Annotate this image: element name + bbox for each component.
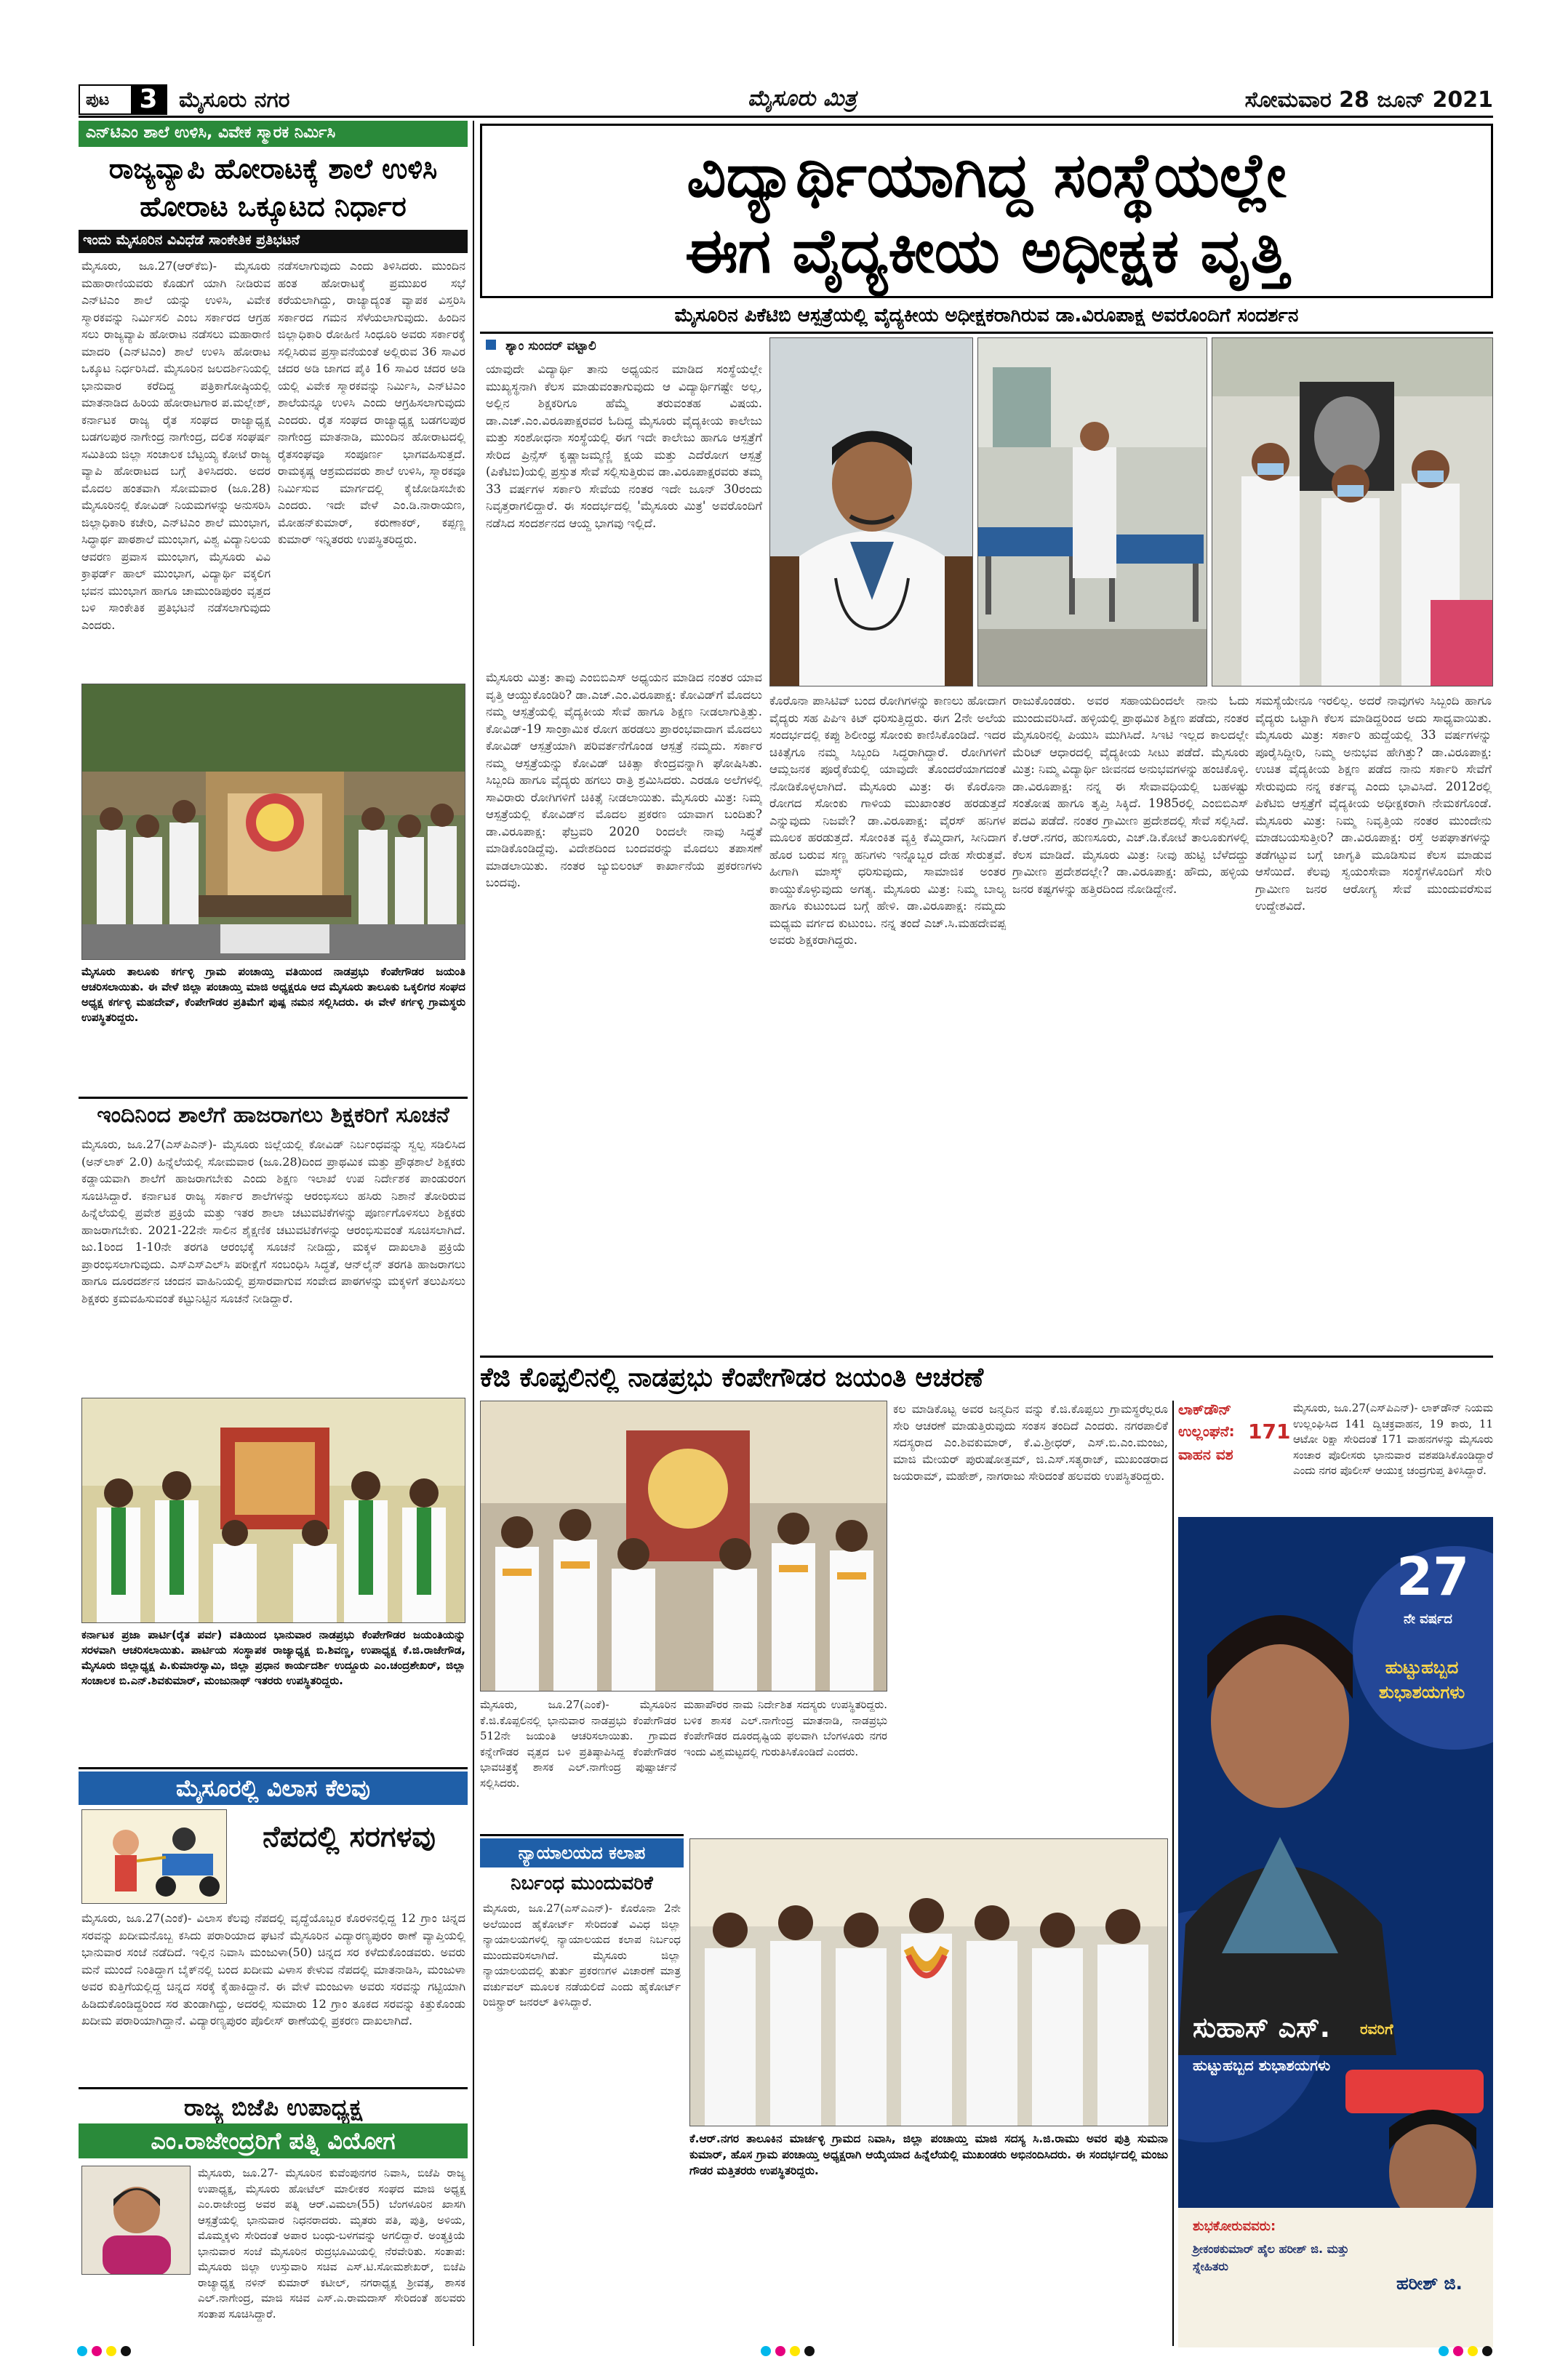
ad-wishers-title: ಶುಭಕೋರುವವರು: <box>1193 2219 1276 2234</box>
edition-date: ಸೋಮವಾರ 28 ಜೂನ್ 2021 <box>1244 87 1493 113</box>
lockdown-box <box>1178 1401 1493 1510</box>
byline-marker <box>486 340 496 350</box>
ward-illustration <box>978 338 1207 686</box>
ad-greeting2: ಹುಟ್ಟುಹಬ್ಬದ ಶುಭಾಶಯಗಳು <box>1193 2057 1331 2074</box>
kg-koppal-celebration-photo <box>480 1401 887 1692</box>
ad-age-suffix: ನೇ ವರ್ಷದ <box>1404 1612 1452 1627</box>
portrait-illustration <box>82 2166 191 2275</box>
bottom-story1-headline: ಕೆಜಿ ಕೊಪ್ಪಲಿನಲ್ಲಿ ನಾಡಪ್ರಭು ಕೆಂಪೇಗೌಡರ ಜಯಂತಿ ಆಚರಣೆ <box>480 1363 984 1393</box>
registration-dot-cyan <box>1439 2346 1449 2356</box>
group-illustration <box>82 1398 465 1623</box>
bottom-story1-col3: ಕಲ ಮಾಡಿಕೊಟ್ಟ ಅವರ ಜನ್ಮದಿನ ವನ್ನು ಕೆ.ಜಿ.ಕೊಪ್ಪಲು ಗ್ರಾಮಸ್ಥರೆಲ್ಲರೂ ಸೇರಿ ಆಚರಣೆ ಮಾಡುತ್ತಿರುವುದು ಸಂತಸ ತಂದಿದೆ ಎಂದರು. ನಗರಪಾಲಿಕೆ ಸದಸ್ಯರಾದ ಎಂ.ಶಿವಕುಮಾರ್, ಕೆ.ವಿ.ಶ್ರೀಧರ್, ಎಸ್.ಬಿ.ಎಂ.ಮಂಜು, ಮಾಜಿ ಮೇಯರ್ ಪುರುಷೋತ್ತಮ್, ಜಿ.ಎಸ್.ಸತ್ಯರಾಜ್, ಮುಖಂಡರಾದ ಜಯರಾಮ್, ಮಹೇಶ್, ನಾಗರಾಜು ಸೇರಿದಂತೆ ಹಲವರು ಉಪಸ್ಥಿತರಿದ್ದರು. <box>893 1402 1168 1483</box>
ad-greeting: ಹುಟ್ಟುಹಬ್ಬದ ಶುಭಾಶಯಗಳು <box>1378 1657 1465 1702</box>
divider <box>79 1767 468 1769</box>
paper-name: ಮೈಸೂರು ಮಿತ್ರ <box>748 86 857 111</box>
column-rule <box>473 121 474 2346</box>
ad-second-name: ಹರೀಶ್ ಜಿ. <box>1396 2273 1463 2294</box>
left-story1-col1: ಮೈಸೂರು, ಜೂ.27(ಆರ್‌ಕೆಬಿ)- ಮೈಸೂರು ಮಹಾರಾಣಿಯವರು ಕೊಡುಗೆ ಯಾಗಿ ನೀಡಿರುವ ಎನ್‌ಟಿಎಂ ಶಾಲೆ ಯನ್ನು ಉಳಿಸಿ, ವಿವೇಕ ಸ್ಮಾರಕವನ್ನು ನಿರ್ಮಿಸಲಿ ಎಂಬ ಸರ್ಕಾರದ ಆಗ್ರಹ ಸಲು ರಾಜ್ಯವ್ಯಾಪಿ ಹೋರಾಟ ನಡೆಸಲು ಮಹಾರಾಣಿ ಮಾದರಿ (ಎನ್‌ಟಿಎಂ) ಶಾಲೆ ಉಳಿಸಿ ಹೋರಾಟ ಒಕ್ಕೂಟ ನಿರ್ಧರಿಸಿದೆ. ಮೈಸೂರಿನ ಜಲದರ್ಶಿನಿಯಲ್ಲಿ ಭಾನುವಾರ ಕರೆದಿದ್ದ ಪತ್ರಿಕಾಗೋಷ್ಠಿಯಲ್ಲಿ ಮಾತನಾಡಿದ ಹಿರಿಯ ಹೋರಾಟಗಾರ ಪ.ಮಲ್ಲೇಶ್, ಕರ್ನಾಟಕ ರಾಜ್ಯ ರೈತ ಸಂಘದ ರಾಜ್ಯಾಧ್ಯಕ್ಷ ಬಡಗಲಪುರ ನಾಗೇಂದ್ರ ನಾಗೇಂದ್ರ, ದಲಿತ ಸಂಘರ್ಷ ಸಮಿತಿಯ ಜಿಲ್ಲಾ ಸಂಚಾಲಕ ಬೆಟ್ಟಯ್ಯ ಕೋಟೆ ರಾಜ್ಯ ವ್ಯಾಪಿ ಹೋರಾಟದ ಬಗ್ಗೆ ತಿಳಿಸಿದರು. ಅದರ ಮೊದಲ ಹಂತವಾಗಿ ಸೋಮವಾರ (ಜೂ.28) ಮೈಸೂರಿನಲ್ಲಿ ಕೋವಿಡ್ ನಿಯಮಗಳನ್ನು ಅನುಸರಿಸಿ ಜಿಲ್ಲಾಧಿಕಾರಿ ಕಚೇರಿ, ಎನ್‌ಟಿಎಂ ಶಾಲೆ ಮುಂಭಾಗ, ಸಿದ್ಧಾರ್ಥ ಪಾಠಶಾಲೆ ಮುಂಭಾಗ, ವಿಶ್ವ ವಿದ್ಯಾನಿಲಯ ಆವರಣ ಪ್ರವಾಸ ಮುಂಭಾಗ, ಮೈಸೂರು ವಿವಿ ಕ್ರಾಫರ್ಡ್ ಹಾಲ್ ಮುಂಭಾಗ, ವಿದ್ಯಾರ್ಥಿ ವಕ್ಕಲಿಗ ಭವನ ಮುಂಭಾಗ ಹಾಗೂ ಚಾಮುಂಡಿಪುರಂ ವೃತ್ತದ ಬಳಿ ಸಾಂಕೇತಿಕ ಪ್ರತಿಭಟನೆ ನಡೆಸಲಾಗುವುದು ಎಂದರು. <box>81 259 271 632</box>
lockdown-label1: ಲಾಕ್‌ಡೌನ್ <box>1178 1401 1232 1418</box>
registration-dot-magenta <box>1453 2346 1463 2356</box>
kempegowda-ceremony-photo <box>81 684 465 960</box>
party-group-photo <box>81 1398 465 1623</box>
left-story3-body: ಮೈಸೂರು, ಜೂ.27(ಎಂಕೆ)- ವಿಲಾಸ ಕೆಲವು ನೆಪದಲ್ಲಿ ವೃದ್ಧೆಯೊಬ್ಬರ ಕೊರಳಿನಲ್ಲಿದ್ದ 12 ಗ್ರಾಂ ಚಿನ್ನದ ಸರವನ್ನು ಖದೀಮನೊಬ್ಬ ಕಸಿದು ಪರಾರಿಯಾದ ಘಟನೆ ಮೈಸೂರಿನ ವಿದ್ಯಾರಣ್ಯಪುರಂ ಠಾಣೆ ವ್ಯಾಪ್ತಿಯಲ್ಲಿ ಭಾನುವಾರ ಸಂಜೆ ನಡೆದಿದೆ. ಇಲ್ಲಿನ ನಿವಾಸಿ ಮಂಜುಳಾ(50) ಚಿನ್ನದ ಸರ ಕಳೆದುಕೊಂಡವರು. ಅವರು ಮನೆ ಮುಂದೆ ನಿಂತಿದ್ದಾಗ ಬೈಕ್‌ನಲ್ಲಿ ಬಂದ ಖದೀಮ ವಿಳಾಸ ಕೇಳುವ ನೆಪದಲ್ಲಿ ಮಾತನಾಡಿಸಿ, ಮಂಜುಳಾ ಅವರ ಕುತ್ತಿಗೆಯಲ್ಲಿದ್ದ ಚಿನ್ನದ ಸರಕ್ಕೆ ಕೈಹಾಕಿದ್ದಾನೆ. ಈ ವೇಳೆ ಮಂಜುಳಾ ಅವರು ಸರವನ್ನು ಗಟ್ಟಿಯಾಗಿ ಹಿಡಿದುಕೊಂಡಿದ್ದರಿಂದ ಸರ ತುಂಡಾಗಿದ್ದು, ಅದರಲ್ಲಿ ಸುಮಾರು 12 ಗ್ರಾಂ ತೂಕದ ಸರವನ್ನು ಕಿತ್ತುಕೊಂಡು ಖದೀಮ ಪರಾರಿಯಾಗಿದ್ದಾನೆ. ವಿದ್ಯಾರಣ್ಯಪುರಂ ಪೊಲೀಸ್ ಠಾಣೆಯಲ್ಲಿ ಪ್ರಕರಣ ದಾಖಲಾಗಿದೆ. <box>81 1911 465 2027</box>
ad-name-suffix: ರವರಿಗೆ <box>1360 2020 1393 2038</box>
bottom-story1-col2: ಮಹಾಪೌರರ ನಾಮ ನಿರ್ದೇಶಿತ ಸದಸ್ಯರು ಉಪಸ್ಥಿತರಿದ್ದರು. ಬಳಿಕ ಶಾಸಕ ಎಲ್.ನಾಗೇಂದ್ರ ಮಾತನಾಡಿ, ನಾಡಪ್ರಭು ಕೆಂಪೇಗೌಡರ ದೂರದೃಷ್ಟಿಯ ಫಲವಾಗಿ ಬೆಂಗಳೂರು ನಗರ ಇಂದು ವಿಶ್ವಮಟ್ಟದಲ್ಲಿ ಗುರುತಿಸಿಕೊಂಡಿದೆ ಎಂದರು. <box>684 1698 887 1758</box>
registration-dot-yellow <box>1468 2346 1478 2356</box>
bottom-story1-col1: ಮೈಸೂರು, ಜೂ.27(ಎಂಕೆ)- ಮೈಸೂರಿನ ಕೆ.ಜಿ.ಕೊಪ್ಪಲಿನಲ್ಲಿ ಭಾನುವಾರ ನಾಡಪ್ರಭು ಕೆಂಪೇಗೌಡರ 512ನೇ ಜಯಂತಿ ಆಚರಿಸಲಾಯಿತು. ಗ್ರಾಮದ ಕನ್ನೇಗೌಡರ ವೃತ್ತದ ಬಳಿ ಪ್ರತಿಷ್ಠಾಪಿಸಿದ್ದ ಕೆಂಪೇಗೌಡರ ಭಾವಚಿತ್ರಕ್ಕೆ ಶಾಸಕ ಎಲ್.ನಾಗೇಂದ್ರ ಪುಷ್ಪಾರ್ಚನೆ ಸಲ್ಲಿಸಿದರು. <box>480 1698 676 1790</box>
doctor-illustration <box>770 338 973 686</box>
bottom-story1-photo-caption: ಕೆ.ಆರ್.ನಗರ ತಾಲೂಕಿನ ಮಾರ್ಚಳ್ಳಿ ಗ್ರಾಮದ ನಿವಾಸಿ, ಜಿಲ್ಲಾ ಪಂಚಾಯ್ತಿ ಮಾಜಿ ಸದಸ್ಯ ಸಿ.ಜಿ.ರಾಮು ಅವರ ಪುತ್ರಿ ಸುಮನಾ ಕುಮಾರ್, ಹೊಸ ಗ್ರಾಮ ಪಂಚಾಯ್ತಿ ಅಧ್ಯಕ್ಷರಾಗಿ ಆಯ್ಕೆಯಾದ ಹಿನ್ನೆಲೆಯಲ್ಲಿ ಮುಖಂಡರು ಅಭಿನಂದಿಸಿದರು. ಈ ಸಂದರ್ಭದಲ್ಲಿ ಮಂಜು ಗೌಡರ ಮತ್ತಿತರರು ಉಪಸ್ಥಿತರಿದ್ದರು. <box>689 2132 1168 2177</box>
left-story1-subhead: ಇಂದು ಮೈಸೂರಿನ ವಿವಿಧೆಡೆ ಸಾಂಕೇತಿಕ ಪ್ರತಿಭಟನೆ <box>79 230 468 253</box>
registration-dot-black <box>1482 2346 1492 2356</box>
byline: ಶ್ಯಾಂ ಸುಂದರ್ ವಟ್ಟಾಲಿ <box>486 339 762 358</box>
left-story3-headline1: ಮೈಸೂರಲ್ಲಿ ವಿಲಾಸ ಕೆಲವು <box>79 1772 468 1805</box>
main-col4: ರಾಜುಕೊಂಡರು. ಅವರ ಸಹಾಯದಿಂದಲೇ ನಾನು ಓದು ಮುಂದುವರಿಸಿದೆ. ಹಳ್ಳಿಯಲ್ಲಿ ಪ್ರಾಥಮಿಕ ಶಿಕ್ಷಣ ಪಡೆದು, ನಂತರ ಮೈಸೂರಿನಲ್ಲಿ ಪಿಯುಸಿ ಮುಗಿಸಿದೆ. ಸಿಇಟಿ ಇಲ್ಲದ ಕಾಲದಲ್ಲೇ ಮೆರಿಟ್ ಆಧಾರದಲ್ಲಿ ವೈದ್ಯಕೀಯ ಸೀಟು ಪಡೆದೆ. ಮೈಸೂರು ಮಿತ್ರ: ನಿಮ್ಮ ವಿದ್ಯಾರ್ಥಿ ಜೀವನದ ಅನುಭವಗಳನ್ನು ಹಂಚಿಕೊಳ್ಳಿ. ಡಾ.ವಿರೂಪಾಕ್ಷ: ನನ್ನ ಈ ಸೇವಾವಧಿಯಲ್ಲಿ ಬಹಳಷ್ಟು ಸಂತೋಷ ಹಾಗೂ ತೃಪ್ತಿ ಸಿಕ್ಕಿದೆ. 1985ರಲ್ಲಿ ಎಂಬಿಬಿಎಸ್ ಪದವಿ ಪಡೆದೆ. ನಂತರ ಗ್ರಾಮೀಣ ಪ್ರದೇಶದಲ್ಲಿ ಸೇವೆ ಸಲ್ಲಿಸಿದೆ. ಕೆ.ಆರ್.ನಗರ, ಹುಣಸೂರು, ಎಚ್.ಡಿ.ಕೋಟೆ ತಾಲೂಕುಗಳಲ್ಲಿ ಕೆಲಸ ಮಾಡಿದೆ. ಮೈಸೂರು ಮಿತ್ರ: ನೀವು ಹುಟ್ಟಿ ಬೆಳೆದದ್ದು ಗ್ರಾಮೀಣ ಪ್ರದೇಶದಲ್ಲೇ? ಡಾ.ವಿರೂಪಾಕ್ಷ: ಹೌದು, ಹಳ್ಳಿಯ ಜನರ ಕಷ್ಟಗಳನ್ನು ಹತ್ತಿರದಿಂದ ನೋಡಿದ್ದೇನೆ. <box>1012 694 1249 896</box>
page-label: ಪುಟ <box>86 91 110 109</box>
bottom-story2-headline2: ನಿರ್ಬಂಧ ಮುಂದುವರಿಕೆ <box>511 1873 653 1894</box>
left-story2-headline: ಇಂದಿನಿಂದ ಶಾಲೆಗೆ ಹಾಜರಾಗಲು ಶಿಕ್ಷಕರಿಗೆ ಸೂಚನೆ <box>97 1102 449 1128</box>
left-story1-headline: ರಾಜ್ಯವ್ಯಾಪಿ ಹೋರಾಟಕ್ಕೆ ಶಾಲೆ ಉಳಿಸಿ ಹೋರಾಟ ಒಕ್ಕೂಟದ ನಿರ್ಧಾರ <box>108 153 438 223</box>
main-col5: ಸಮಸ್ಯೆಯೇನೂ ಇರಲಿಲ್ಲ. ಅದರೆ ನಾವುಗಳು ಸಿಬ್ಬಂದಿ ಹಾಗೂ ವೈದ್ಯರು ಒಟ್ಟಾಗಿ ಕೆಲಸ ಮಾಡಿದ್ದರಿಂದ ಅದು ಸಾಧ್ಯವಾಯಿತು. ಮೈಸೂರು ಮಿತ್ರ: ಸರ್ಕಾರಿ ಹುದ್ದೆಯಲ್ಲಿ 33 ವರ್ಷಗಳನ್ನು ಪೂರೈಸಿದ್ದೀರಿ, ನಿಮ್ಮ ಅನುಭವ ಹೇಗಿತ್ತು? ಡಾ.ವಿರೂಪಾಕ್ಷ: ಉಚಿತ ವೈದ್ಯಕೀಯ ಶಿಕ್ಷಣ ಪಡೆದ ನಾನು ಸರ್ಕಾರಿ ಸೇವೆಗೆ ಸೇರುವುದು ನನ್ನ ಕರ್ತವ್ಯ ಎಂದು ಭಾವಿಸಿದೆ. 2012ರಲ್ಲಿ ಪಿಕೆಟಿಬಿ ಆಸ್ಪತ್ರೆಗೆ ವೈದ್ಯಕೀಯ ಅಧೀಕ್ಷಕರಾಗಿ ನೇಮಕಗೊಂಡೆ. ಮೈಸೂರು ಮಿತ್ರ: ನಿಮ್ಮ ನಿವೃತ್ತಿಯ ನಂತರ ಮುಂದೇನು ಮಾಡಬಯಸುತ್ತೀರಿ? ಡಾ.ವಿರೂಪಾಕ್ಷ: ರಸ್ತೆ ಅಪಘಾತಗಳನ್ನು ತಡೆಗಟ್ಟುವ ಬಗ್ಗೆ ಜಾಗೃತಿ ಮೂಡಿಸುವ ಕೆಲಸ ಮಾಡುವ ಆಸೆಯಿದೆ. ಕೆಲವು ಸ್ವಯಂಸೇವಾ ಸಂಸ್ಥೆಗಳೊಂದಿಗೆ ಸೇರಿ ಗ್ರಾಮೀಣ ಜನರ ಆರೋಗ್ಯ ಸೇವೆ ಮುಂದುವರೆಸುವ ಉದ್ದೇಶವಿದೆ. <box>1255 694 1492 913</box>
registration-dot-cyan <box>77 2346 87 2356</box>
main-deck: ಮೈಸೂರಿನ ಪಿಕೆಟಿಬಿ ಆಸ್ಪತ್ರೆಯಲ್ಲಿ ವೈದ್ಯಕೀಯ ಅಧೀಕ್ಷಕರಾಗಿರುವ ಡಾ.ವಿರೂಪಾಕ್ಷ ಅವರೊಂದಿಗೆ ಸಂದರ್ಶನ <box>674 305 1299 327</box>
left-story2-body: ಮೈಸೂರು, ಜೂ.27(ಎಸ್‌ಪಿಎನ್)- ಮೈಸೂರು ಜಿಲ್ಲೆಯಲ್ಲಿ ಕೋವಿಡ್ ನಿರ್ಬಂಧವನ್ನು ಸ್ವಲ್ಪ ಸಡಿಲಿಸಿದ (ಅನ್‌ಲಾಕ್ 2.0) ಹಿನ್ನೆಲೆಯಲ್ಲಿ ಸೋಮವಾರ (ಜೂ.28)ದಿಂದ ಪ್ರಾಥಮಿಕ ಮತ್ತು ಪ್ರೌಢಶಾಲೆ ಶಿಕ್ಷಕರು ಕಡ್ಡಾಯವಾಗಿ ಶಾಲೆಗೆ ಹಾಜರಾಗಬೇಕು ಎಂದು ಶಿಕ್ಷಣ ಇಲಾಖೆ ಉಪ ನಿರ್ದೇಶಕ ಪಾಂಡುರಂಗ ಸೂಚಿಸಿದ್ದಾರೆ. ಕರ್ನಾಟಕ ರಾಜ್ಯ ಸರ್ಕಾರ ಶಾಲೆಗಳನ್ನು ಆರಂಭಿಸಲು ಹಸಿರು ನಿಶಾನೆ ತೋರಿರುವ ಹಿನ್ನೆಲೆಯಲ್ಲಿ ಪ್ರವೇಶ ಪ್ರಕ್ರಿಯೆ ಮತ್ತು ಇತರ ಶಾಲಾ ಚಟುವಟಿಕೆಗಳನ್ನು ಪೂರ್ಣಗೊಳಿಸಲು ಶಿಕ್ಷಕರು ಹಾಜರಾಗಬೇಕು. 2021-22ನೇ ಸಾಲಿನ ಶೈಕ್ಷಣಿಕ ಚಟುವಟಿಕೆಗಳನ್ನು ಆರಂಭಿಸುವಂತೆ ಸೂಚಿಸಲಾಗಿದೆ. ಜು.1ರಿಂದ 1-10ನೇ ತರಗತಿ ಆರಂಭಕ್ಕೆ ಸೂಚನೆ ನೀಡಿದ್ದು, ಮಕ್ಕಳ ದಾಖಲಾತಿ ಪ್ರಕ್ರಿಯೆ ಪ್ರಾರಂಭಿಸಲಾಗುವುದು. ಎಸ್‌ಎಸ್‌ಎಲ್‌ಸಿ ಪರೀಕ್ಷೆಗೆ ಸಂಬಂಧಿಸಿ ಸಿದ್ಧತೆ, ಆನ್‌ಲೈನ್ ತರಗತಿ ಹಾಜರಾಗಲು ಹಾಗೂ ದೂರದರ್ಶನ ಚಂದನ ವಾಹಿನಿಯಲ್ಲಿ ಪ್ರಸಾರವಾಗುವ ಸಂವೇದ ಪಾಠಗಳನ್ನು ಮಕ್ಕಳಿಗೆ ತಲುಪಿಸಲು ಶಿಕ್ಷಕರು ಕ್ರಮವಹಿಸುವಂತೆ ಕಟ್ಟುನಿಟ್ಟಿನ ಸೂಚನೆ ನೀಡಿದ್ದಾರೆ. <box>81 1137 465 1305</box>
doctor-portrait <box>769 337 973 686</box>
obituary-portrait <box>81 2166 191 2275</box>
left-story1-photo-caption: ಮೈಸೂರು ತಾಲೂಕು ಕರ್ಗಳ್ಳಿ ಗ್ರಾಮ ಪಂಚಾಯ್ತಿ ವತಿಯಿಂದ ನಾಡಪ್ರಭು ಕೆಂಪೇಗೌಡರ ಜಯಂತಿ ಆಚರಿಸಲಾಯಿತು. ಈ ವೇಳೆ ಜಿಲ್ಲಾ ಪಂಚಾಯ್ತಿ ಮಾಜಿ ಅಧ್ಯಕ್ಷರೂ ಆದ ಮೈಸೂರು ತಾಲೂಕು ಒಕ್ಕಲಿಗರ ಸಂಘದ ಅಧ್ಯಕ್ಷ ಕರ್ಗಳ್ಳಿ ಮಹದೇವ್, ಕೆಂಪೇಗೌಡರ ಪ್ರತಿಮೆಗೆ ಪುಷ್ಪ ನಮನ ಸಲ್ಲಿಸಿದರು. ಈ ವೇಳೆ ಕರ್ಗಳ್ಳಿ ಗ್ರಾಮಸ್ಥರು ಉಪಸ್ಥಿತರಿದ್ದರು. <box>81 965 465 1024</box>
registration-dot-magenta <box>92 2346 102 2356</box>
registration-dot-black <box>804 2346 815 2356</box>
ad-wishers: ಶ್ರೀಕಂಠಕುಮಾರ್ ಹೈಲ ಹರೀಶ್ ಜಿ. ಮತ್ತು ಸ್ನೇಹಿತರು <box>1193 2242 1349 2273</box>
divider <box>79 1097 468 1099</box>
lockdown-body: ಮೈಸೂರು, ಜೂ.27(ಎಸ್‌ಪಿಎನ್)- ಲಾಕ್‌ಡೌನ್ ನಿಯಮ ಉಲ್ಲಂಘಿಸಿದ 141 ದ್ವಿಚಕ್ರವಾಹನ, 19 ಕಾರು, 11 ಆಟೋ ರಿಕ್ಷಾ ಸೇರಿದಂತೆ 171 ವಾಹನಗಳನ್ನು ಮೈಸೂರು ಸಂಚಾರ ಪೊಲೀಸರು ಭಾನುವಾರ ವಶಪಡಿಸಿಕೊಂಡಿದ್ದಾರೆ ಎಂದು ನಗರ ಪೊಲೀಸ್ ಆಯುಕ್ತ ಚಂದ್ರಗುಪ್ತ ತಿಳಿಸಿದ್ದಾರೆ. <box>1293 1401 1493 1477</box>
hospital-ward-photo <box>977 337 1207 686</box>
xray-illustration <box>1212 338 1493 686</box>
divider <box>480 1834 684 1836</box>
left-story4-headline2: ಎಂ.ರಾಜೇಂದ್ರರಿಗೆ ಪತ್ನಿ ವಿಯೋಗ <box>79 2123 468 2158</box>
cartoon-illustration <box>82 1810 227 1904</box>
main-col2: ಮೈಸೂರು ಮಿತ್ರ: ತಾವು ಎಂಬಿಬಿಎಸ್ ಅಧ್ಯಯನ ಮಾಡಿದ ನಂತರ ಯಾವ ವೃತ್ತಿ ಆಯ್ದುಕೊಂಡಿರಿ? ಡಾ.ಎಚ್.ಎಂ.ವಿರೂಪಾಕ್ಷ: ಕೋವಿಡ್‌ಗೆ ಮೊದಲು ನಮ್ಮ ಆಸ್ಪತ್ರೆಯಲ್ಲಿ ವೈದ್ಯಕೀಯ ಸೇವೆ ಹಾಗೂ ಶಿಕ್ಷಣ ನೀಡಲಾಗುತ್ತಿತ್ತು. ಕೋವಿಡ್-19 ಸಾಂಕ್ರಾಮಿಕ ರೋಗ ಹರಡಲು ಪ್ರಾರಂಭವಾದಾಗ ಮೊದಲು ಕೋವಿಡ್ ಆಸ್ಪತ್ರೆಯಾಗಿ ಪರಿವರ್ತನೆಗೊಂಡ ಆಸ್ಪತ್ರೆ ನಮ್ಮದು. ಸರ್ಕಾರ ನಮ್ಮ ಆಸ್ಪತ್ರೆಯನ್ನು ಕೋವಿಡ್ ಚಿಕಿತ್ಸಾ ಕೇಂದ್ರವನ್ನಾಗಿ ಘೋಷಿಸಿತು. ಸಿಬ್ಬಂದಿ ಹಾಗೂ ವೈದ್ಯರು ಹಗಲು ರಾತ್ರಿ ಶ್ರಮಿಸಿದರು. ಎರಡೂ ಅಲೆಗಳಲ್ಲಿ ಸಾವಿರಾರು ರೋಗಿಗಳಿಗೆ ಚಿಕಿತ್ಸೆ ನೀಡಲಾಯಿತು. ಮೈಸೂರು ಮಿತ್ರ: ನಿಮ್ಮ ಆಸ್ಪತ್ರೆಯಲ್ಲಿ ಕೋವಿಡ್‌ನ ಮೊದಲ ಪ್ರಕರಣ ಯಾವಾಗ ಬಂದಿತು? ಡಾ.ವಿರೂಪಾಕ್ಷ: ಫೆಬ್ರವರಿ 2020 ರಿಂದಲೇ ನಾವು ಸಿದ್ಧತೆ ಮಾಡಿಕೊಂಡಿದ್ದೆವು. ವಿದೇಶದಿಂದ ಬಂದವರನ್ನು ಮೊದಲು ತಪಾಸಣೆ ಮಾಡಲಾಯಿತು. ನಂತರ ಜ್ಯುಬಿಲಂಟ್ ಕಾರ್ಖಾನೆಯ ಪ್ರಕರಣಗಳು ಬಂದವು. <box>486 670 762 889</box>
main-headline-box <box>480 124 1493 298</box>
masthead <box>79 84 1493 118</box>
main-headline-line2: ಈಗ ವೈದ್ಯಕೀಯ ಅಧೀಕ್ಷಕ ವೃತ್ತಿ <box>684 215 1289 287</box>
registration-dot-yellow <box>790 2346 800 2356</box>
left-story4-headline1: ರಾಜ್ಯ ಬಿಜೆಪಿ ಉಪಾಧ್ಯಕ್ಷ <box>183 2094 363 2121</box>
page-number: 3 <box>131 84 166 115</box>
lockdown-label3: ವಾಹನ ವಶ <box>1178 1446 1233 1463</box>
divider <box>480 1356 1493 1358</box>
left-story3-headline2: ನೆಪದಲ್ಲಿ ಸರಗಳವು <box>263 1820 436 1854</box>
registration-dot-black <box>121 2346 131 2356</box>
celebration-illustration <box>481 1401 887 1692</box>
registration-dot-magenta <box>775 2346 785 2356</box>
ceremony-illustration <box>82 684 465 960</box>
bottom-story2-headline1: ನ್ಯಾಯಾಲಯದ ಕಲಾಪ <box>480 1838 684 1867</box>
main-intro: ಯಾವುದೇ ವಿದ್ಯಾರ್ಥಿ ತಾನು ಅಧ್ಯಯನ ಮಾಡಿದ ಸಂಸ್ಥೆಯಲ್ಲೇ ಮುಖ್ಯಸ್ಥನಾಗಿ ಕೆಲಸ ಮಾಡುವಂತಾಗುವುದು ಆ ವಿದ್ಯಾರ್ಥಿಗಷ್ಟೇ ಅಲ್ಲ, ಅಲ್ಲಿನ ಶಿಕ್ಷಕರಿಗೂ ಹೆಮ್ಮೆ ತರುವಂತಹ ವಿಷಯ. ಡಾ.ಎಚ್.ಎಂ.ವಿರೂಪಾಕ್ಷರವರ ಓದಿದ್ದ ಮೈಸೂರು ವೈದ್ಯಕೀಯ ಕಾಲೇಜು ಮತ್ತು ಸಂಶೋಧನಾ ಸಂಸ್ಥೆಯಲ್ಲಿ ಈಗ ಇದೇ ಕಾಲೇಜು ಹಾಗೂ ಆಸ್ಪತ್ರೆಗೆ ಸೇರಿದ ಪ್ರಿನ್ಸೆಸ್ ಕೃಷ್ಣಾಜಮ್ಮಣ್ಣಿ ಕ್ಷಯ ಮತ್ತು ಎದೆರೋಗ ಆಸ್ಪತ್ರೆ (ಪಿಕೆಟಿಬಿ)ಯಲ್ಲಿ ಪ್ರಸ್ತುತ ಸೇವೆ ಸಲ್ಲಿಸುತ್ತಿರುವ ಡಾ.ವಿರೂಪಾಕ್ಷರವರು ತಮ್ಮ 33 ವರ್ಷಗಳ ಸರ್ಕಾರಿ ಸೇವೆಯ ನಂತರ ಇದೇ ಜೂನ್ 30ರಂದು ನಿವೃತ್ತರಾಗಲಿದ್ದಾರೆ. ಈ ಸಂದರ್ಭದಲ್ಲಿ 'ಮೈಸೂರು ಮಿತ್ರ' ಅವರೊಂದಿಗೆ ನಡೆಸಿದ ಸಂದರ್ಶನದ ಆಯ್ದ ಭಾಗವು ಇಲ್ಲಿದೆ. <box>486 362 762 530</box>
left-story1-col2: ನಡೆಸಲಾಗುವುದು ಎಂದು ತಿಳಿಸಿದರು. ಮುಂದಿನ ಹಂತ ಹೋರಾಟಕ್ಕೆ ಪ್ರಮುಖರ ಸಭೆ ಕರೆಯಲಾಗಿದ್ದು, ರಾಜ್ಯಾದ್ಯಂತ ವ್ಯಾಪಕ ವಿಸ್ತರಿಸಿ ಸರ್ಕಾರದ ಗಮನ ಸೆಳೆಯಲಾಗುವುದು. ಹಿಂದಿನ ಜಿಲ್ಲಾಧಿಕಾರಿ ರೋಹಿಣಿ ಸಿಂಧೂರಿ ಅವರು ಸರ್ಕಾರಕ್ಕೆ ಸಲ್ಲಿಸಿರುವ ಪ್ರಸ್ತಾವನೆಯಂತೆ ಅಲ್ಲಿರುವ 36 ಸಾವಿರ ಚದರ ಅಡಿ ಜಾಗದ ಪೈಕಿ 16 ಸಾವಿರ ಚದರ ಅಡಿ ಯಲ್ಲಿ ವಿವೇಕ ಸ್ಮಾರಕವನ್ನು ನಿರ್ಮಿಸಿ, ಎನ್‌ಟಿಎಂ ಶಾಲೆಯನ್ನೂ ಉಳಿಸಿ ಎಂದು ಆಗ್ರಹಿಸಲಾಗುವುದು ಎಂದರು. ರೈತ ಸಂಘದ ರಾಜ್ಯಾಧ್ಯಕ್ಷ ಬಡಗಲಪುರ ನಾಗೇಂದ್ರ ಮಾತನಾಡಿ, ಮುಂದಿನ ಹೋರಾಟದಲ್ಲಿ ರೈತಸಂಘವೂ ಸಂಪೂರ್ಣ ಭಾಗವಹಿಸುತ್ತದೆ. ರಾಮಕೃಷ್ಣ ಆಶ್ರಮದವರು ಶಾಲೆ ಉಳಿಸಿ, ಸ್ಮಾರಕವೂ ನಿರ್ಮಿಸುವ ಮಾರ್ಗದಲ್ಲಿ ಕೈಜೋಡಿಸಬೇಕು ಎಂದರು. ಇದೇ ವೇಳೆ ಎಂ.ಡಿ.ನಾರಾಯಣ, ಮೋಹನ್‌ಕುಮಾರ್, ಕರುಣಾಕರ್, ಕಪ್ಪಣ್ಣ ಕುಮಾರ್ ಇನ್ನಿತರರು ಉಪಸ್ಥಿತರಿದ್ದರು. <box>278 259 465 546</box>
lockdown-count: 171 <box>1248 1420 1291 1444</box>
registration-dot-cyan <box>761 2346 771 2356</box>
divider <box>480 332 1493 334</box>
left-story2-photo-caption: ಕರ್ನಾಟಕ ಪ್ರಜಾ ಪಾರ್ಟಿ(ರೈತ ಪರ್ವ) ವತಿಯಿಂದ ಭಾನುವಾರ ನಾಡಪ್ರಭು ಕೆಂಪೇಗೌಡರ ಜಯಂತಿಯನ್ನು ಸರಳವಾಗಿ ಆಚರಿಸಲಾಯಿತು. ಪಾರ್ಟಿಯ ಸಂಸ್ಥಾಪಕ ರಾಜ್ಯಾಧ್ಯಕ್ಷ ಬಿ.ಶಿವಣ್ಣ, ಉಪಾಧ್ಯಕ್ಷ ಕೆ.ಜಿ.ರಾಜೇಗೌಡ, ಮೈಸೂರು ಜಿಲ್ಲಾಧ್ಯಕ್ಷ ಪಿ.ಕುಮಾರಸ್ವಾಮಿ, ಜಿಲ್ಲಾ ಪ್ರಧಾನ ಕಾರ್ಯದರ್ಶಿ ಉದ್ದೂರು ಎಂ.ಚಂದ್ರಶೇಖರ್, ಜಿಲ್ಲಾ ಸಂಚಾಲಕ ಬಿ.ಎನ್.ಶಿವಕುಮಾರ್, ಮಂಜುನಾಥ್ ಇತರರು ಉಪಸ್ಥಿತರಿದ್ದರು. <box>81 1628 465 1687</box>
ad-name: ಸುಹಾಸ್ ಎಸ್. <box>1193 2011 1331 2043</box>
doctors-xray-photo <box>1212 337 1493 686</box>
ad-age: 27 <box>1396 1546 1470 1607</box>
main-col3: ಕೊರೊನಾ ಪಾಸಿಟಿವ್ ಬಂದ ರೋಗಿಗಳನ್ನು ಕಾಣಲು ಹೋದಾಗ ವೈದ್ಯರು ಸಹ ಪಿಪಿಇ ಕಿಟ್ ಧರಿಸುತ್ತಿದ್ದರು. ಈಗ 2ನೇ ಅಲೆಯ ಸಂದರ್ಭದಲ್ಲಿ ಕಪ್ಪು ಶಿಲೀಂಧ್ರ ಸೋಂಕು ಕಾಣಿಸಿಕೊಂಡಿದೆ. ಇದರ ಚಿಕಿತ್ಸೆಗೂ ನಮ್ಮ ಸಿಬ್ಬಂದಿ ಸಿದ್ಧರಾಗಿದ್ದಾರೆ. ರೋಗಿಗಳಿಗೆ ಆಮ್ಲಜನಕ ಪೂರೈಕೆಯಲ್ಲಿ ಯಾವುದೇ ತೊಂದರೆಯಾಗದಂತೆ ನೋಡಿಕೊಳ್ಳಲಾಗಿದೆ. ಮೈಸೂರು ಮಿತ್ರ: ಈ ಕೊರೊನಾ ರೋಗದ ಸೋಂಕು ಗಾಳಿಯ ಮುಖಾಂತರ ಹರಡುತ್ತದೆ ಎನ್ನುವುದು ನಿಜವೇ? ಡಾ.ವಿರೂಪಾಕ್ಷ: ವೈರಸ್ ಹನಿಗಳ ಮೂಲಕ ಹರಡುತ್ತದೆ. ಸೋಂಕಿತ ವ್ಯಕ್ತಿ ಕೆಮ್ಮಿದಾಗ, ಸೀನಿದಾಗ ಹೊರ ಬರುವ ಸಣ್ಣ ಹನಿಗಳು ಇನ್ನೊಬ್ಬರ ದೇಹ ಸೇರುತ್ತವೆ. ಹೀಗಾಗಿ ಮಾಸ್ಕ್ ಧರಿಸುವುದು, ಸಾಮಾಜಿಕ ಅಂತರ ಕಾಯ್ದುಕೊಳ್ಳುವುದು ಅಗತ್ಯ. ಮೈಸೂರು ಮಿತ್ರ: ನಿಮ್ಮ ಬಾಲ್ಯ ಹಾಗೂ ಕುಟುಂಬದ ಬಗ್ಗೆ ಹೇಳಿ. ಡಾ.ವಿರೂಪಾಕ್ಷ: ನಮ್ಮದು ಮಧ್ಯಮ ವರ್ಗದ ಕುಟುಂಬ. ನನ್ನ ತಂದೆ ಎಚ್.ಸಿ.ಮಹದೇವಪ್ಪ ಅವರು ಶಿಕ್ಷಕರಾಗಿದ್ದರು. <box>769 694 1006 947</box>
page-label-box <box>79 84 167 115</box>
section-name: ಮೈಸೂರು ನಗರ <box>179 87 290 113</box>
chain-snatch-cartoon <box>81 1809 227 1904</box>
felicitation-illustration <box>690 1839 1168 2126</box>
birthday-ad <box>1178 1517 1493 2347</box>
divider <box>79 2087 468 2089</box>
left-story1-kicker: ಎನ್‌ಟಿಎಂ ಶಾಲೆ ಉಳಿಸಿ, ವಿವೇಕ ಸ್ಮಾರಕ ನಿರ್ಮಿಸಿ <box>79 121 468 147</box>
main-headline-line1: ವಿದ್ಯಾರ್ಥಿಯಾಗಿದ್ದ ಸಂಸ್ಥೆಯಲ್ಲೇ <box>687 140 1287 211</box>
bottom-story2-body: ಮೈಸೂರು, ಜೂ.27(ಎಸ್‌ಎಎನ್)- ಕೊರೊನಾ 2ನೇ ಅಲೆಯಿಂದ ಹೈಕೋರ್ಟ್ ಸೇರಿದಂತೆ ವಿವಿಧ ಜಿಲ್ಲಾ ನ್ಯಾಯಾಲಯಗಳಲ್ಲಿ ನ್ಯಾಯಾಲಯದ ಕಲಾಪ ನಿರ್ಬಂಧ ಮುಂದುವರಿಸಲಾಗಿದೆ. ಮೈಸೂರು ಜಿಲ್ಲಾ ನ್ಯಾಯಾಲಯದಲ್ಲಿ ತುರ್ತು ಪ್ರಕರಣಗಳ ವಿಚಾರಣೆ ಮಾತ್ರ ವರ್ಚುವಲ್ ಮೂಲಕ ನಡೆಯಲಿದೆ ಎಂದು ಹೈಕೋರ್ಟ್ ರಿಜಿಸ್ಟ್ರಾರ್ ಜನರಲ್ ತಿಳಿಸಿದ್ದಾರೆ. <box>483 1902 681 2009</box>
lockdown-label2: ಉಲ್ಲಂಘನೆ: <box>1178 1422 1235 1440</box>
left-story4-body: ಮೈಸೂರು, ಜೂ.27- ಮೈಸೂರಿನ ಕುವೆಂಪುನಗರ ನಿವಾಸಿ, ಬಿಜೆಪಿ ರಾಜ್ಯ ಉಪಾಧ್ಯಕ್ಷ, ಮೈಸೂರು ಹೋಟೆಲ್ ಮಾಲೀಕರ ಸಂಘದ ಮಾಜಿ ಅಧ್ಯಕ್ಷ ಎಂ.ರಾಜೇಂದ್ರ ಅವರ ಪತ್ನಿ ಆರ್.ವಿಮಲಾ(55) ಬೆಂಗಳೂರಿನ ಖಾಸಗಿ ಆಸ್ಪತ್ರೆಯಲ್ಲಿ ಭಾನುವಾರ ನಿಧನರಾದರು. ಮೃತರು ಪತಿ, ಪುತ್ರಿ, ಅಳಿಯ, ಮೊಮ್ಮಕ್ಕಳು ಸೇರಿದಂತೆ ಅಪಾರ ಬಂಧು-ಬಳಗವನ್ನು ಅಗಲಿದ್ದಾರೆ. ಅಂತ್ಯಕ್ರಿಯೆ ಭಾನುವಾರ ಸಂಜೆ ಮೈಸೂರಿನ ರುದ್ರಭೂಮಿಯಲ್ಲಿ ನೆರವೇರಿತು. ಸಂತಾಪ: ಮೈಸೂರು ಜಿಲ್ಲಾ ಉಸ್ತುವಾರಿ ಸಚಿವ ಎಸ್.ಟಿ.ಸೋಮಶೇಖರ್, ಬಿಜೆಪಿ ರಾಜ್ಯಾಧ್ಯಕ್ಷ ನಳಿನ್ ಕುಮಾರ್ ಕಟೀಲ್, ನಗರಾಧ್ಯಕ್ಷ ಶ್ರೀವತ್ಸ, ಶಾಸಕ ಎಲ್.ನಾಗೇಂದ್ರ, ಮಾಜಿ ಸಚಿವ ಎಸ್.ಎ.ರಾಮದಾಸ್ ಸೇರಿದಂತೆ ಹಲವರು ಸಂತಾಪ ಸೂಚಿಸಿದ್ದಾರೆ. <box>198 2166 465 2321</box>
felicitation-photo <box>689 1838 1168 2126</box>
column-rule <box>1172 1401 1174 2346</box>
registration-dot-yellow <box>106 2346 116 2356</box>
